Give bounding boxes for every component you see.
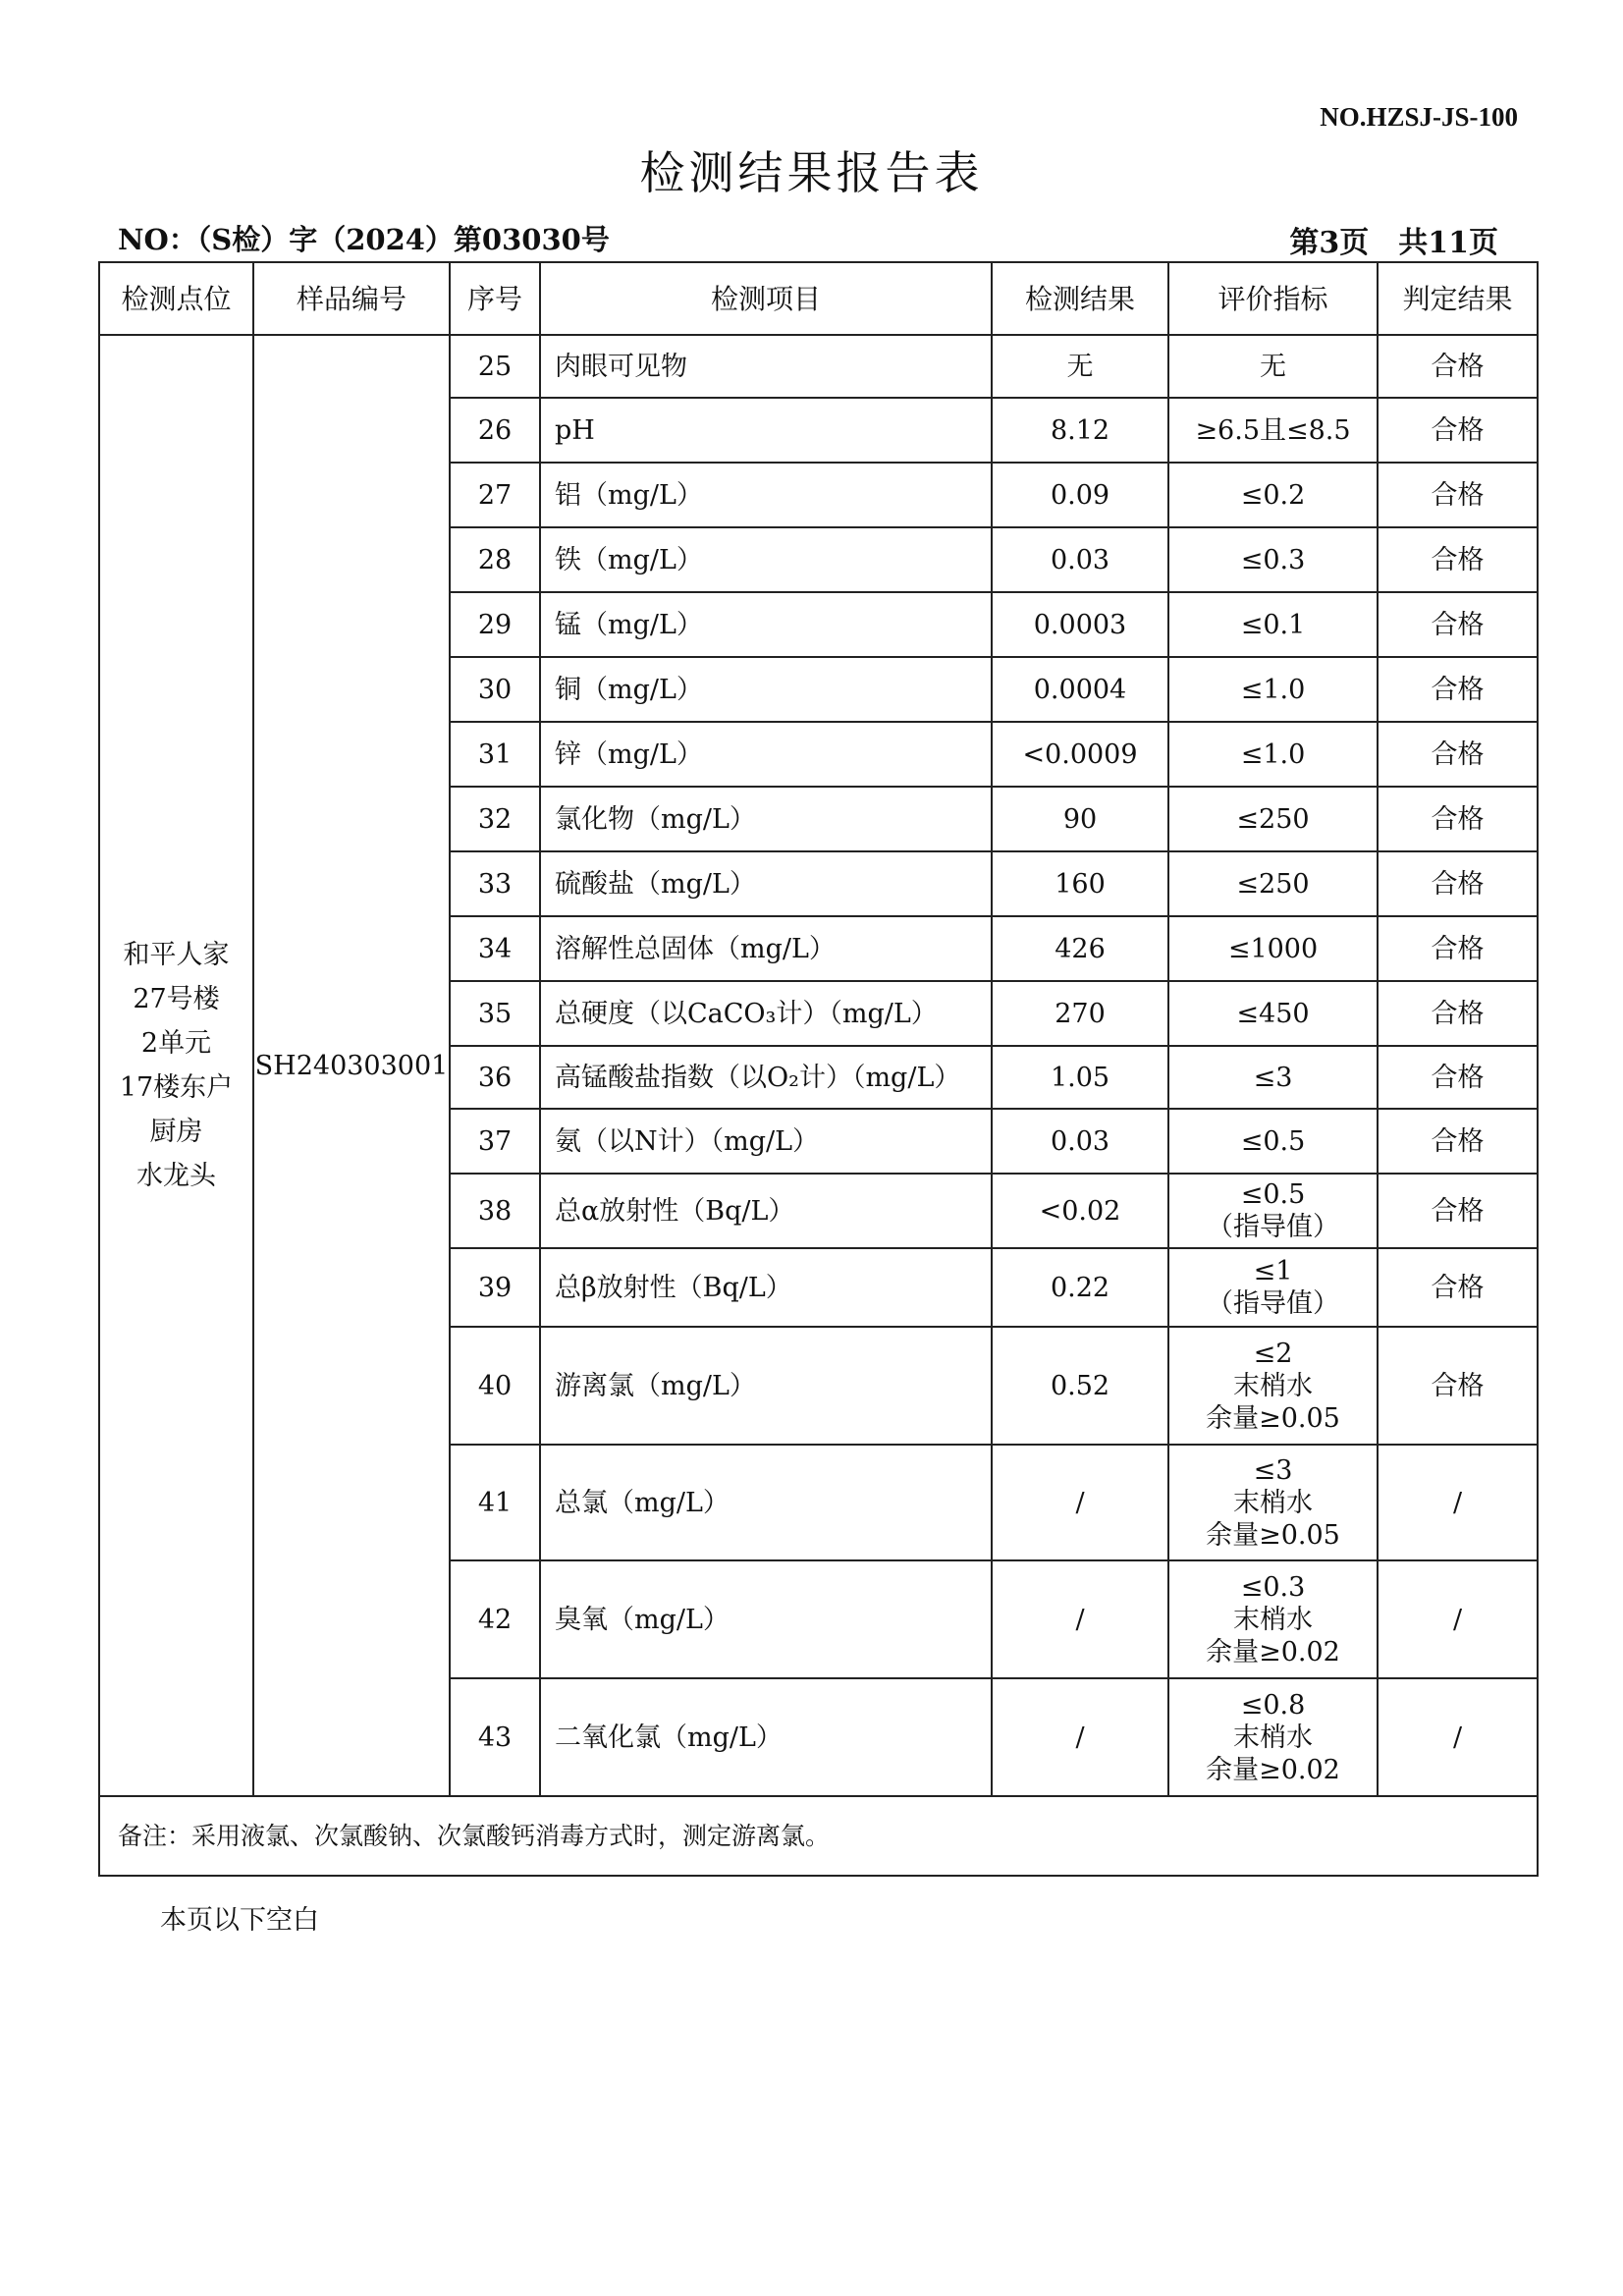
- row-number-cell: 28: [450, 527, 540, 592]
- standard-cell: ≤0.8 末梢水 余量≥0.02: [1168, 1678, 1378, 1796]
- row-number-cell: 33: [450, 851, 540, 916]
- verdict-cell: 合格: [1378, 592, 1538, 657]
- item-cell: 总α放射性（Bq/L）: [540, 1174, 992, 1248]
- verdict-cell: /: [1378, 1678, 1538, 1796]
- item-cell: 肉眼可见物: [540, 335, 992, 398]
- row-number-cell: 36: [450, 1046, 540, 1109]
- header-standard: 评价指标: [1168, 262, 1378, 335]
- verdict-cell: 合格: [1378, 463, 1538, 527]
- header-item: 检测项目: [540, 262, 992, 335]
- result-cell: 1.05: [992, 1046, 1168, 1109]
- item-cell: 总硬度（以CaCO₃计）（mg/L）: [540, 981, 992, 1046]
- row-number-cell: 32: [450, 787, 540, 851]
- verdict-cell: 合格: [1378, 981, 1538, 1046]
- item-cell: 溶解性总固体（mg/L）: [540, 916, 992, 981]
- standard-cell: ≤3 末梢水 余量≥0.05: [1168, 1445, 1378, 1560]
- result-cell: 0.22: [992, 1248, 1168, 1327]
- item-cell: 锌（mg/L）: [540, 722, 992, 787]
- header-location: 检测点位: [99, 262, 253, 335]
- result-cell: <0.0009: [992, 722, 1168, 787]
- result-cell: 无: [992, 335, 1168, 398]
- standard-cell: 无: [1168, 335, 1378, 398]
- header-verdict: 判定结果: [1378, 262, 1538, 335]
- result-cell: 0.09: [992, 463, 1168, 527]
- item-cell: 铜（mg/L）: [540, 657, 992, 722]
- table-row: [99, 335, 1538, 398]
- row-number-cell: 39: [450, 1248, 540, 1327]
- standard-cell: ≥6.5且≤8.5: [1168, 398, 1378, 463]
- table-header-row: [99, 262, 1538, 335]
- standard-cell: ≤450: [1168, 981, 1378, 1046]
- result-cell: 426: [992, 916, 1168, 981]
- item-cell: 臭氧（mg/L）: [540, 1560, 992, 1678]
- result-cell: <0.02: [992, 1174, 1168, 1248]
- page-end-text: 本页以下空白: [160, 1905, 319, 1936]
- standard-cell: ≤3: [1168, 1046, 1378, 1109]
- item-cell: 总氯（mg/L）: [540, 1445, 992, 1560]
- row-number-cell: 43: [450, 1678, 540, 1796]
- result-cell: /: [992, 1560, 1168, 1678]
- row-number-cell: 38: [450, 1174, 540, 1248]
- item-cell: 游离氯（mg/L）: [540, 1327, 992, 1445]
- verdict-cell: /: [1378, 1445, 1538, 1560]
- verdict-cell: 合格: [1378, 1109, 1538, 1174]
- item-cell: 总β放射性（Bq/L）: [540, 1248, 992, 1327]
- standard-cell: ≤0.1: [1168, 592, 1378, 657]
- sample-id-cell: SH240303001: [253, 335, 450, 1796]
- page-indicator: 第3页 共11页: [1289, 226, 1498, 260]
- verdict-cell: 合格: [1378, 722, 1538, 787]
- item-cell: 二氧化氯（mg/L）: [540, 1678, 992, 1796]
- row-number-cell: 27: [450, 463, 540, 527]
- standard-cell: ≤250: [1168, 787, 1378, 851]
- verdict-cell: 合格: [1378, 916, 1538, 981]
- note-row: [99, 1796, 1538, 1876]
- standard-cell: ≤1000: [1168, 916, 1378, 981]
- item-cell: 氯化物（mg/L）: [540, 787, 992, 851]
- standard-cell: ≤0.5: [1168, 1109, 1378, 1174]
- header-sample-id: 样品编号: [253, 262, 450, 335]
- result-cell: 90: [992, 787, 1168, 851]
- item-cell: 氨（以N计）（mg/L）: [540, 1109, 992, 1174]
- verdict-cell: 合格: [1378, 787, 1538, 851]
- row-number-cell: 40: [450, 1327, 540, 1445]
- standard-cell: ≤0.3 末梢水 余量≥0.02: [1168, 1560, 1378, 1678]
- verdict-cell: 合格: [1378, 657, 1538, 722]
- row-number-cell: 37: [450, 1109, 540, 1174]
- verdict-cell: 合格: [1378, 398, 1538, 463]
- verdict-cell: 合格: [1378, 1174, 1538, 1248]
- row-number-cell: 29: [450, 592, 540, 657]
- row-number-cell: 30: [450, 657, 540, 722]
- result-cell: 0.03: [992, 1109, 1168, 1174]
- result-cell: 0.0003: [992, 592, 1168, 657]
- result-cell: 8.12: [992, 398, 1168, 463]
- row-number-cell: 34: [450, 916, 540, 981]
- item-cell: 锰（mg/L）: [540, 592, 992, 657]
- note-text: 备注：采用液氯、次氯酸钠、次氯酸钙消毒方式时，测定游离氯。: [99, 1796, 1538, 1876]
- standard-cell: ≤0.3: [1168, 527, 1378, 592]
- verdict-cell: 合格: [1378, 851, 1538, 916]
- result-cell: /: [992, 1445, 1168, 1560]
- result-cell: 270: [992, 981, 1168, 1046]
- item-cell: pH: [540, 398, 992, 463]
- standard-cell: ≤250: [1168, 851, 1378, 916]
- item-cell: 铝（mg/L）: [540, 463, 992, 527]
- results-table: [98, 261, 1539, 1877]
- header-number: 序号: [450, 262, 540, 335]
- item-cell: 铁（mg/L）: [540, 527, 992, 592]
- document-code: NO.HZSJ-JS-100: [1320, 102, 1518, 132]
- standard-cell: ≤2 末梢水 余量≥0.05: [1168, 1327, 1378, 1445]
- row-number-cell: 42: [450, 1560, 540, 1678]
- row-number-cell: 25: [450, 335, 540, 398]
- standard-cell: ≤0.5 （指导值）: [1168, 1174, 1378, 1248]
- location-cell: 和平人家 27号楼 2单元 17楼东户 厨房 水龙头: [99, 335, 253, 1796]
- header-result: 检测结果: [992, 262, 1168, 335]
- report-number: NO：（S检）字（2024）第03030号: [118, 223, 610, 256]
- item-cell: 硫酸盐（mg/L）: [540, 851, 992, 916]
- verdict-cell: 合格: [1378, 1327, 1538, 1445]
- result-cell: 0.03: [992, 527, 1168, 592]
- result-cell: 160: [992, 851, 1168, 916]
- result-cell: /: [992, 1678, 1168, 1796]
- result-cell: 0.52: [992, 1327, 1168, 1445]
- verdict-cell: 合格: [1378, 335, 1538, 398]
- standard-cell: ≤1.0: [1168, 722, 1378, 787]
- verdict-cell: 合格: [1378, 527, 1538, 592]
- standard-cell: ≤1.0: [1168, 657, 1378, 722]
- page-title: 检测结果报告表: [639, 146, 984, 199]
- result-cell: 0.0004: [992, 657, 1168, 722]
- row-number-cell: 35: [450, 981, 540, 1046]
- standard-cell: ≤0.2: [1168, 463, 1378, 527]
- row-number-cell: 41: [450, 1445, 540, 1560]
- standard-cell: ≤1 （指导值）: [1168, 1248, 1378, 1327]
- row-number-cell: 26: [450, 398, 540, 463]
- row-number-cell: 31: [450, 722, 540, 787]
- verdict-cell: /: [1378, 1560, 1538, 1678]
- verdict-cell: 合格: [1378, 1046, 1538, 1109]
- item-cell: 高锰酸盐指数（以O₂计）（mg/L）: [540, 1046, 992, 1109]
- verdict-cell: 合格: [1378, 1248, 1538, 1327]
